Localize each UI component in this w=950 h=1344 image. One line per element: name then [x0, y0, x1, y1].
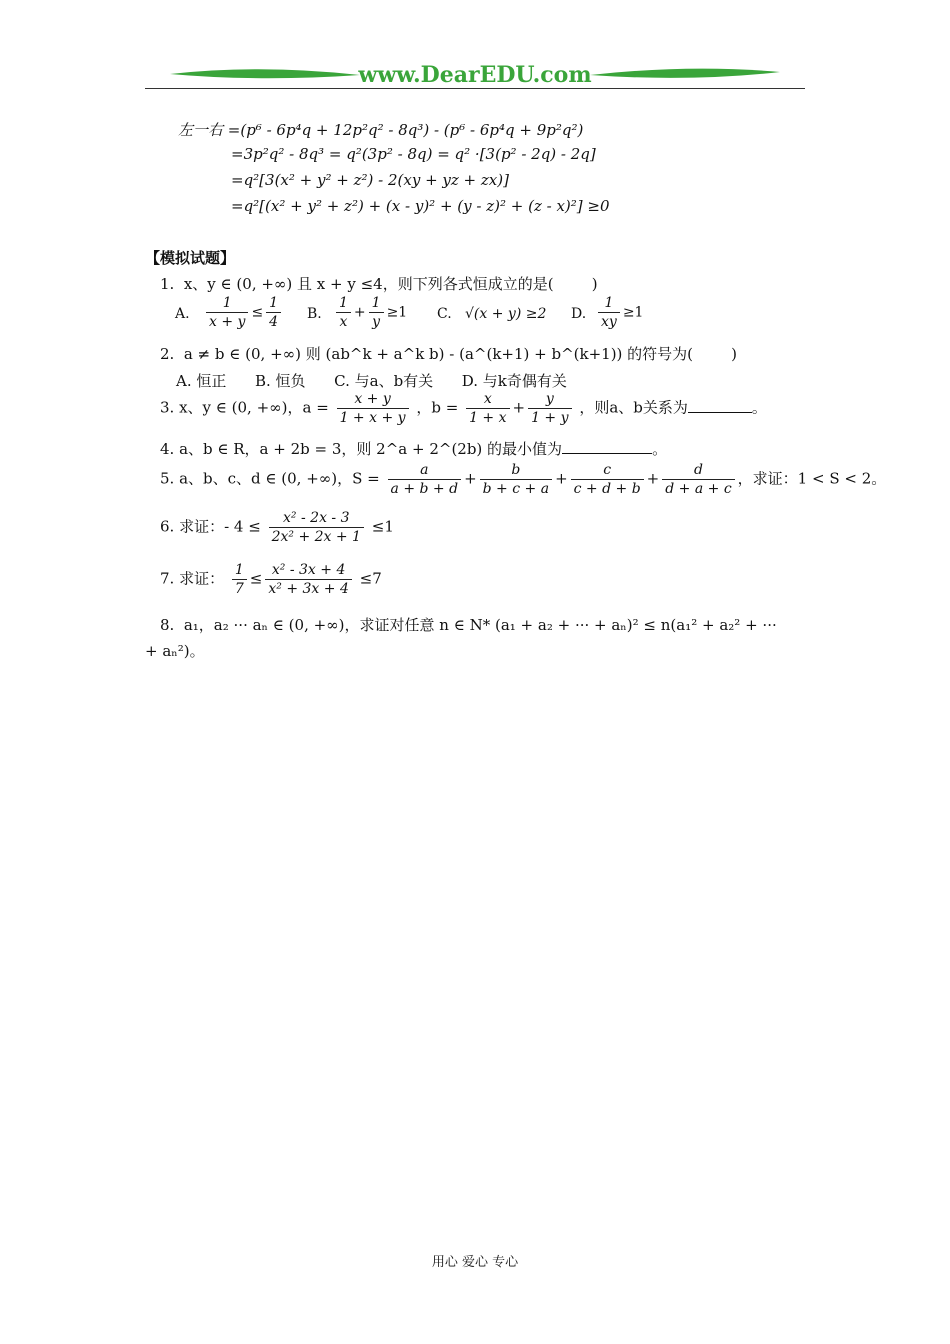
problem-2-options: A. 恒正 B. 恒负 C. 与a、b有关 D. 与k奇偶有关 [176, 372, 567, 390]
logo-text: www.DearEDU.com [358, 62, 592, 88]
problem-4-end: 。 [652, 440, 668, 458]
problem-4-text: 4. a、b ∈ R，a + 2b = 3，则 2^a + 2^(2b) 的最小值为 [160, 440, 563, 458]
option-c-label: C. [437, 306, 452, 322]
problem-7: 7. 求证： $\frac{1}{7}$ ≤ $\frac{\text{x² - 3x + 4}}{\text{x² + 3x + 4}}$ ≤7 [160, 562, 382, 597]
problem-7-prefix: 7. 求证： [160, 569, 225, 588]
problem-4 [160, 438, 667, 459]
problem-3-suffix: ，则a、b关系为 [579, 398, 688, 417]
proof-line-4: =q²[(x² + y² + z²) + (x - y)² + (y - z)² + (z - x)²] ≥0 [231, 197, 610, 215]
header-divider [145, 88, 805, 89]
problem-3-mid: ，b = [416, 398, 459, 417]
problem-3-prefix: 3. x、y ∈ (0, +∞)，a = [160, 398, 329, 417]
option-b-label: B. [307, 306, 322, 322]
problem-3: 3. x、y ∈ (0, +∞)，a = $\frac{x + y}{1 + x + y}$ ，b = $\frac{x}{1 + x}$ + $\frac{y}{1 + y}$ ，则a、b关系为 。 [160, 391, 767, 426]
problem-5: 5. a、b、c、d ∈ (0, +∞)，S = $\frac{a}{a + b + d}$ + $\frac{b}{b + c + a}$ + $\frac{c}{c + d + b}$ + $\frac{d}{d + a + c}$ ，求证：1 < S < 2。 [160, 462, 887, 497]
problem-7-suffix: ≤7 [359, 569, 382, 588]
problem-6-suffix: ≤1 [371, 517, 394, 536]
problem-6: 6. 求证：- 4 ≤ $\frac{\text{x² - 2x - 3}}{\text{2x² + 2x + 1}}$ ≤1 [160, 510, 394, 545]
option-a-label: A. [175, 306, 190, 322]
problem-1-options [175, 294, 795, 334]
problem-3-end: 。 [751, 398, 767, 417]
section-title: 【模拟试题】 [145, 249, 236, 267]
proof-line-2: =3p²q² - 8q³ = q²(3p² - 8q) = q² ·[3(p² - 2q) - 2q] [231, 145, 596, 163]
fraction-a: $\frac{x + y}{1 + x + y}$ [337, 390, 409, 427]
problem-6-prefix: 6. 求证：- 4 ≤ [160, 517, 261, 536]
page-footer: 用心 爱心 专心 [431, 1255, 519, 1270]
problem-2-stem: 2. a ≠ b ∈ (0, +∞) 则 (ab^k + a^k b) - (a^(k+1) + b^(k+1)) 的符号为( ) [160, 345, 738, 363]
problem-8-line-1: 8. a₁，a₂ ··· aₙ ∈ (0, +∞)，求证对任意 n ∈ N* (a₁ + a₂ + ··· + aₙ)² ≤ n(a₁² + a₂² + ··· [160, 616, 777, 634]
proof-line-1: 左一右 =(p⁶ - 6p⁴q + 12p²q² - 8q³) - (p⁶ - 6p⁴q + 9p²q²) [178, 121, 584, 139]
problem-5-prefix: 5. a、b、c、d ∈ (0, +∞)，S = [160, 469, 380, 488]
fraction-b2: $\frac{y}{1 + y}$ [528, 390, 571, 427]
option-a-expr: $\frac{1}{x + y}$ ≤ $\frac{1}{4}$ [203, 294, 284, 331]
option-d-label: D. [571, 306, 587, 322]
option-d-expr: $\frac{1}{xy}$ ≥1 [595, 294, 643, 331]
problem-8-line-2: + aₙ²)。 [145, 642, 205, 660]
fraction-b1: $\frac{x}{1 + x}$ [466, 390, 509, 427]
answer-blank-3 [688, 398, 752, 413]
proof-line-3: =q²[3(x² + y² + z²) - 2(xy + yz + zx)] [231, 171, 509, 189]
answer-blank-4 [562, 439, 652, 454]
problem-5-suffix: ，求证：1 < S < 2。 [737, 469, 887, 488]
option-c-expr: √(x + y) ≥2 [465, 306, 547, 322]
logo-graphic [170, 62, 780, 88]
option-b-expr: $\frac{1}{x}$ + $\frac{1}{y}$ ≥1 [333, 294, 407, 331]
problem-1-stem: 1. x、y ∈ (0, +∞) 且 x + y ≤4，则下列各式恒成立的是( ) [160, 275, 598, 293]
